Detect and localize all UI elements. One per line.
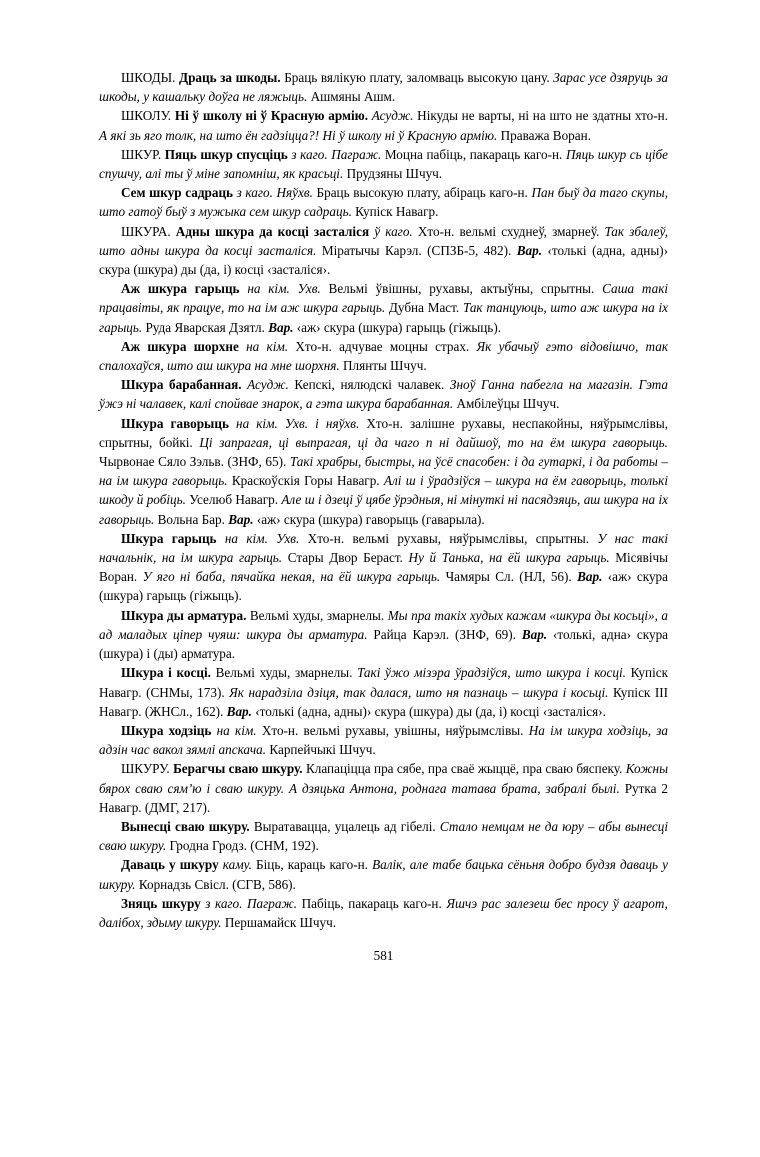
dictionary-entry: [99, 68, 668, 106]
entry-variant-label: Вар.: [516, 242, 543, 258]
entry-definition: Моцна пабіць, пакараць каго-н.: [381, 146, 566, 162]
dictionary-entry: [99, 817, 668, 855]
entry-definition: Краскоўскія Горы Навагр.: [227, 473, 384, 489]
entry-government: на кім.: [246, 338, 289, 354]
entry-headword: ШКУРУ.: [121, 761, 174, 777]
entry-government: на кім.: [216, 722, 257, 738]
entry-example: Пан быў да таго скупы, што гатоў быў з мужыка сем шкур садраць.: [99, 185, 669, 220]
dictionary-entry: [99, 721, 668, 759]
entry-definition: ‹аж› скура (шкура) гаворыць (гаварыла).: [253, 511, 485, 527]
entry-usage-label: Асудж.: [247, 377, 289, 393]
dictionary-entry: [99, 894, 668, 932]
dictionary-entry: [99, 855, 668, 893]
dictionary-entry: [99, 529, 668, 606]
entry-government: на кім.: [236, 415, 278, 431]
entry-idiom: Сем шкур садраць: [121, 185, 234, 201]
dictionary-entry: [99, 222, 668, 280]
entry-headword: ШКУР.: [121, 146, 165, 162]
entry-definition: Дубна Маст.: [385, 300, 463, 316]
entry-usage-label: Паграж.: [331, 146, 382, 162]
entry-example: Мы пра такіх худых кажам «шкура ды косьці», а ад маладых ціпер чуяш: шкура ды арматура.: [99, 607, 668, 642]
entry-definition: Браць вялікую плату, заломваць высокую цану.: [280, 70, 554, 85]
dictionary-entry: [99, 759, 668, 817]
entry-example: Стало немцам не да юру – абы вынесці сваю шкуру.: [99, 818, 668, 854]
entry-example: Так танцуюць, што аж шкура на іх гарыць.: [99, 300, 668, 335]
entry-definition: Амбілеўцы Шчуч.: [453, 396, 560, 412]
entry-example: Такі ўжо мізэра ўрадзіўся, што шкура і косці.: [357, 665, 626, 681]
entry-definition: ‹толькі (адна, адны)› скура (шкура) ды (да, і) косці ‹засталіся›.: [99, 242, 668, 278]
entry-definition: [217, 531, 225, 546]
entry-definition: Міратычы Карэл. (СПЗБ-5, 482).: [316, 242, 517, 258]
entry-example: Такі храбры, быстры, на ўсё спасобен: і да гутаркі, і да работы – на ім шкура гаворыць.: [99, 454, 668, 489]
entry-definition: [290, 281, 298, 296]
entry-example: Так збалеў, што адны шкура да косці засталіся.: [99, 223, 669, 258]
entry-example: Зноў Ганна пабегла на магазін. Гэта ўжэ ні чалавек, калі спойвае знарок, а гэта шкура барабанная.: [99, 377, 668, 412]
dictionary-entry: [99, 145, 668, 183]
entry-idiom: Шкура барабанная.: [121, 377, 242, 393]
entry-idiom: Шкура ходзіць: [121, 722, 212, 738]
entry-government: ў каго.: [374, 223, 413, 239]
entry-definition: Вольна Бар.: [154, 511, 229, 527]
entry-definition: Хто-н. вельмі схуднеў, змарнеў.: [412, 223, 605, 239]
entry-headword: ШКУРА.: [121, 223, 176, 239]
entry-example: Пяць шкур сь цібе спушчу, алі ты ў міне запомніш, як красьці.: [99, 146, 669, 182]
dictionary-entry: [99, 337, 668, 375]
entry-definition: [268, 531, 276, 546]
entry-example: У яго ні баба, пячайка некая, на ёй шкура гарыць.: [142, 569, 441, 585]
entry-idiom: Пяць шкур спусціць: [164, 146, 288, 162]
entry-definition: Руда Яварская Дзятл.: [142, 319, 269, 335]
entry-idiom: Вынесці сваю шкуру.: [121, 818, 250, 834]
entry-example: На ім шкура ходзіць, за адзін час вакол зямлі апскача.: [99, 722, 668, 758]
entry-definition: Карпейчыкі Шчуч.: [266, 742, 376, 758]
entry-idiom: Шкура гарыць: [121, 530, 217, 546]
entry-definition: Праважа Воран.: [497, 127, 591, 143]
dictionary-entry: [99, 375, 668, 413]
dictionary-entry: [99, 183, 668, 221]
entry-example: Ну й Танька, на ёй шкура гарыць.: [408, 550, 610, 566]
entry-definition: ‹аж› скура (шкура) гарыць (гіжыць).: [293, 319, 502, 335]
entry-idiom: Берагчы сваю шкуру.: [173, 761, 303, 777]
entry-definition: Хто-н. вельмі рухавы, увішны, няўрымслівы.: [256, 722, 529, 738]
entry-definition: Райца Карэл. (ЗНФ, 69).: [367, 626, 522, 642]
entry-definition: Хто-н. вельмі рухавы, няўрымслівы, спрытны.: [299, 530, 598, 546]
dictionary-entry: [99, 606, 668, 664]
dictionary-entry: [99, 414, 668, 529]
entry-definition: Гродна Гродз. (СНМ, 192).: [166, 838, 319, 854]
entry-idiom: Зняць шкуру: [121, 895, 201, 911]
entry-definition: ‹толькі (адна, адны)› скура (шкура) ды (да, і) косці ‹засталіся›.: [251, 703, 606, 719]
entry-definition: Стары Двор Бераст.: [282, 550, 409, 566]
entry-definition: Ашмяны Ашм.: [307, 89, 396, 105]
entry-usage-label: Паграж.: [247, 895, 298, 911]
entry-example: Кожны бярох сваю сям’ю і сваю шкуру. А дзяцька Антона, роднага татава брата, забралі былі.: [99, 761, 668, 796]
entry-idiom: Адны шкура да косці засталіся: [175, 223, 370, 239]
entry-definition: Прудзяны Шчуч.: [343, 166, 443, 182]
entry-definition: Плянты Шчуч.: [339, 358, 427, 374]
entry-example: Як нарадзіла дзіця, так далася, што ня пазнаць – шкура і косьці.: [229, 684, 609, 700]
entry-usage-label: Асудж.: [371, 108, 414, 124]
entry-headword: ШКОЛУ.: [121, 108, 175, 124]
entry-definition: Вельмі ўвішны, рухавы, актыўны, спрытны.: [320, 281, 603, 297]
entry-idiom: Аж шкура гарыць: [121, 281, 240, 297]
entry-definition: Браць высокую плату, абіраць каго-н.: [312, 185, 532, 201]
entry-definition: Чамяры Сл. (НЛ, 56).: [440, 569, 578, 585]
dictionary-entry: [99, 106, 668, 144]
entry-definition: Вельмі худы, змарнелы.: [210, 665, 358, 681]
entry-example: Зарас усе дзяруць за шкоды, у кашальку доўга не ляжыць.: [99, 70, 668, 105]
entry-usage-label: Няўхв.: [276, 185, 313, 201]
entry-definition: Клапаціцца пра сябе, пра сваё жыццё, пра сваю бяспеку.: [302, 761, 626, 777]
entry-definition: Рутка 2 Навагр. (ДМГ, 217).: [99, 780, 668, 815]
entry-example: Як убачыў гэто відовішчо, так спалохаўся, што аш шкура на мне шорхня.: [99, 338, 668, 374]
entry-definition: Нікуды не варты, ні на што не здатны хто-н.: [413, 108, 669, 124]
entry-example: Ці запрагая, ці выпрагая, ці да чаго п ні дайшоў, то на ём шкура гаворыць.: [199, 434, 668, 450]
entry-usage-label: Ухв.: [297, 281, 321, 297]
entry-definition: ‹толькі, адна› скура (шкура) і (ды) арматура.: [99, 626, 669, 662]
entry-definition: Пабіць, пакараць каго-н.: [297, 895, 447, 911]
entry-variant-label: Вар.: [226, 703, 252, 719]
entry-government: з каго.: [205, 895, 243, 911]
entry-definition: Хто-н. залішне рухавы, неспакойны, няўрымслівы, спрытны, бойкі.: [99, 415, 669, 450]
entry-example: Алі ш і ўрадзіўся – шкура на ём гаворыць, толькі шкоду й робіць.: [99, 473, 668, 508]
entry-example: У нас такі начальнік, на ім шкура гарыць.: [99, 530, 668, 566]
entry-definition: [229, 416, 236, 431]
entry-idiom: Драць за шкоды.: [179, 70, 281, 85]
entry-definition: Місявічы Воран.: [99, 550, 668, 585]
entry-headword: ШКОДЫ.: [121, 70, 179, 85]
entry-variant-label: Вар.: [577, 569, 603, 585]
entry-definition: Біць, караць каго-н.: [251, 857, 373, 873]
entry-government: з каго.: [291, 146, 328, 162]
entry-government: на кім.: [247, 281, 290, 297]
entry-definition: Купіск ІІІ Навагр. (ЖНСл., 162).: [99, 684, 668, 719]
entry-definition: Выратавацца, уцалець ад гібелі.: [249, 818, 440, 834]
entry-definition: Купіск Навагр. (СНМы, 173).: [99, 665, 668, 700]
entry-definition: Чырвонае Сяло Зэльв. (ЗНФ, 65).: [99, 454, 290, 470]
entry-idiom: Ні ў школу ні ў Красную армію.: [174, 108, 369, 124]
entry-government: з каго.: [236, 185, 273, 201]
entry-definition: Корнадзь Свісл. (СГВ, 586).: [135, 876, 296, 892]
entry-definition: Кепскі, нялюдскі чалавек.: [288, 377, 450, 393]
entry-definition: [278, 416, 285, 431]
entry-idiom: Шкура ды арматура.: [121, 607, 247, 623]
dictionary-entry: [99, 279, 668, 337]
entry-variant-label: Вар.: [521, 626, 548, 642]
entry-example: Але ш і дзеці ў цябе ўрэдныя, ні мінуткі ні пасядзяць, аш шкура на іх гаворыць.: [99, 492, 668, 527]
entry-definition: Першамайск Шчуч.: [221, 914, 337, 930]
entry-usage-label: Ухв. і няўхв.: [284, 415, 360, 431]
entry-example: Саша такі працавіты, як працуе, то на ім аж шкура гарыць.: [99, 281, 669, 316]
entry-variant-label: Вар.: [268, 319, 294, 335]
entry-example: А які зь яго толк, на што ён гадзіцца?! Ні ў школу ні ў Красную армію.: [99, 127, 498, 143]
entry-idiom: Даваць у шкуру: [121, 857, 219, 873]
entry-example: Валік, але табе бацька сёньня добро будзя даваць у шкуру.: [99, 857, 668, 892]
entry-definition: Хто-н. адчувае моцны страх.: [288, 338, 477, 354]
page-number: 581: [373, 948, 394, 964]
entry-definition: ‹аж› скура (шкура) гарыць (гіжыць).: [99, 569, 668, 604]
entry-variant-label: Вар.: [228, 511, 254, 527]
entry-idiom: Аж шкура шорхне: [121, 338, 239, 354]
entry-definition: Вельмі худы, змарнелы.: [246, 607, 388, 623]
entry-definition: Уселюб Навагр.: [185, 492, 282, 508]
entry-example: Яшчэ рас залезеш бес просу ў агарот, далібох, здыму шкуру.: [99, 895, 668, 930]
entry-government: каму.: [222, 857, 252, 873]
entry-usage-label: Ухв.: [276, 530, 300, 546]
entry-government: на кім.: [224, 530, 268, 546]
entry-idiom: Шкура гаворыць: [121, 415, 229, 431]
entry-idiom: Шкура і косці.: [121, 665, 211, 681]
dictionary-entry: [99, 663, 668, 721]
entry-definition: Купіск Навагр.: [351, 204, 439, 220]
entry-list: [99, 68, 668, 932]
